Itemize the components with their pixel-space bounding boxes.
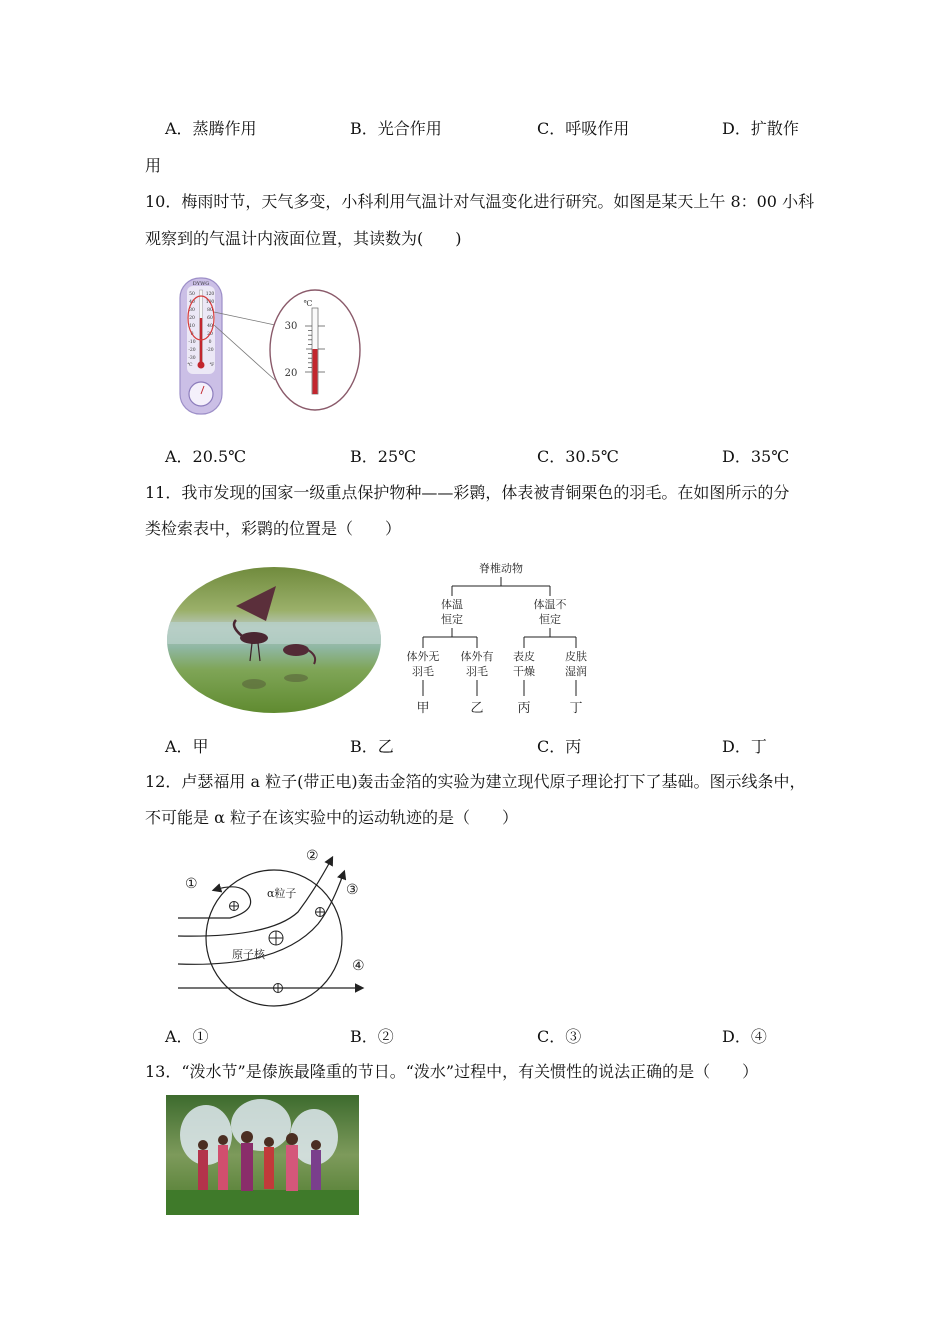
trajectory-2 <box>178 858 332 936</box>
q12-option-c: C．③ <box>537 1027 582 1046</box>
scale-left-label: -20 <box>188 348 196 353</box>
key-cold-line2: 恒定 <box>539 613 561 626</box>
zoom-connector <box>214 325 275 380</box>
q10-stem-line2: 观察到的气温计内液面位置，其读数为( ) <box>145 229 462 248</box>
scale-right-label: 60 <box>207 316 213 321</box>
scale-left-label: -30 <box>188 356 196 361</box>
key-end-b: 乙 <box>470 701 484 716</box>
q12-option-d: D．④ <box>722 1027 767 1046</box>
ibis-photo <box>166 566 382 714</box>
scale-right-label: 20 <box>207 332 213 337</box>
q11-option-d: D．丁 <box>722 737 767 756</box>
ibis-body <box>240 632 268 644</box>
scale-left-label: 30 <box>189 308 195 313</box>
q11-stem-line2: 类检索表中，彩鹮的位置是（ ） <box>145 519 402 538</box>
key-warm-line1: 体温 <box>441 598 463 611</box>
key-root: 脊椎动物 <box>479 562 523 575</box>
scale-right-label: 80 <box>207 308 213 313</box>
q9-option-b: B．光合作用 <box>350 119 442 138</box>
q13-stem-line1: 13．“泼水节”是傣族最隆重的节日。“泼水”过程中，有关惯性的说法正确的是（ ） <box>145 1062 759 1081</box>
zoom-connector <box>214 312 275 325</box>
marker-3: ③ <box>346 882 359 898</box>
key-leaf-d-line1: 皮肤 <box>565 650 587 663</box>
q12-option-b: B．② <box>350 1027 394 1046</box>
key-leaf-c-line1: 表皮 <box>513 650 535 663</box>
key-end-d: 丁 <box>569 701 583 716</box>
key-leaf-c-line2: 干燥 <box>513 665 535 678</box>
q9-option-a: A．蒸腾作用 <box>165 119 257 138</box>
scale-left-label: 20 <box>189 316 195 321</box>
tick-label-20: 20 <box>284 368 298 379</box>
key-leaf-d-line2: 湿润 <box>565 665 587 678</box>
marker-2: ② <box>306 848 319 864</box>
magnified-liquid-column <box>313 349 318 394</box>
scale-right-label: 100 <box>205 300 215 305</box>
marker-1: ① <box>185 876 198 892</box>
charge-markers <box>230 902 325 993</box>
q10-stem-line1: 10．梅雨时节，天气多变，小科利用气温计对气温变化进行研究。如图是某天上午 8：00 小科 <box>145 192 815 211</box>
key-leaf-a-line2: 羽毛 <box>412 665 434 678</box>
q11-option-a: A．甲 <box>165 737 209 756</box>
key-cold-line1: 体温不 <box>533 598 567 611</box>
q12-stem-line1: 12．卢瑟福用 a 粒子(带正电)轰击金箔的实验为建立现代原子理论打下了基础。图示线条中， <box>145 772 806 791</box>
q10-option-a: A．20.5℃ <box>165 447 247 466</box>
thermometer-figure <box>175 270 370 420</box>
q9-option-d: D．扩散作 <box>722 119 799 138</box>
tick-label-30: 30 <box>284 321 298 332</box>
scale-right-label: -20 <box>206 348 214 353</box>
q12-option-a: A．① <box>165 1027 209 1046</box>
scale-left-label: 0 <box>190 332 194 337</box>
fahrenheit-label: ℉ <box>209 363 215 368</box>
nucleus-label: 原子核 <box>232 948 265 961</box>
q9-option-d-wrap: 用 <box>145 156 162 175</box>
scale-right-label: 0 <box>208 340 212 345</box>
key-leaf-b-line1: 体外有 <box>460 650 494 663</box>
key-end-c: 丙 <box>517 701 531 716</box>
scale-left-label: 40 <box>189 300 195 305</box>
ibis-body-2 <box>283 644 309 656</box>
rutherford-figure <box>170 842 392 1010</box>
q10-option-b: B．25℃ <box>350 447 417 466</box>
q9-option-c: C．呼吸作用 <box>537 119 630 138</box>
alpha-particle-label: α粒子 <box>267 887 297 900</box>
celsius-label: ℃ <box>187 363 193 368</box>
q11-option-b: B．乙 <box>350 737 394 756</box>
scale-right-label: 40 <box>207 324 213 329</box>
magnified-unit: ℃ <box>303 299 313 308</box>
scale-left-label: -10 <box>188 340 196 345</box>
water-festival-photo <box>166 1095 359 1215</box>
scale-left-label: 50 <box>189 292 195 297</box>
thermometer-bulb <box>198 362 205 369</box>
key-end-a: 甲 <box>416 701 430 716</box>
marker-4: ④ <box>352 958 365 974</box>
q11-stem-line1: 11．我市发现的国家一级重点保护物种——彩鹮，体表被青铜栗色的羽毛。在如图所示的分 <box>145 483 790 502</box>
key-leaf-b-line2: 羽毛 <box>466 665 488 678</box>
scale-left-label: 10 <box>189 324 195 329</box>
key-warm-line2: 恒定 <box>441 613 463 626</box>
thermometer-brand: DYWG <box>192 281 210 287</box>
key-branch-lines <box>423 577 576 696</box>
q10-option-d: D．35℃ <box>722 447 790 466</box>
classification-key <box>400 550 595 720</box>
q10-option-c: C．30.5℃ <box>537 447 619 466</box>
scale-right-label: 120 <box>205 292 215 297</box>
key-leaf-a-line1: 体外无 <box>406 650 440 663</box>
q11-option-c: C．丙 <box>537 737 582 756</box>
q12-stem-line2: 不可能是 α 粒子在该实验中的运动轨迹的是（ ） <box>145 808 518 827</box>
